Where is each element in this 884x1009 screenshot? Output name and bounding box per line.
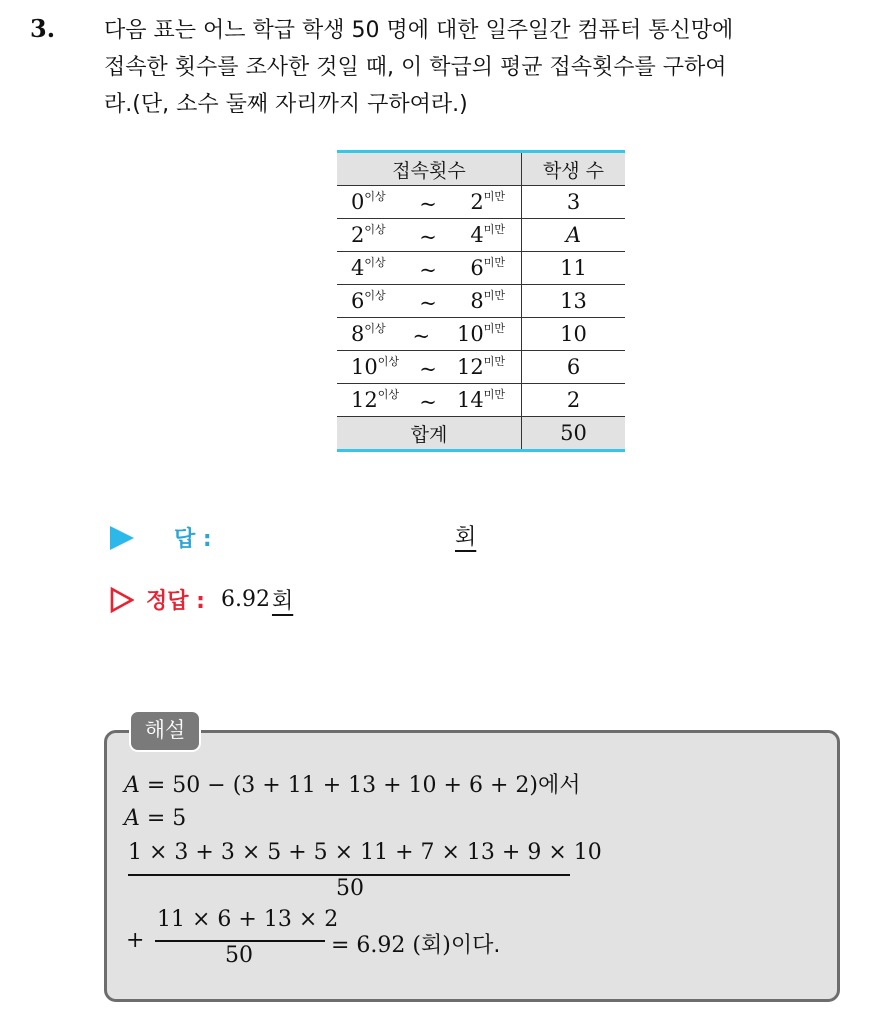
frequency-table	[337, 150, 625, 452]
total-value: 50	[522, 417, 626, 451]
range-from: $10^{이상}$	[351, 355, 399, 379]
range-from: $12^{이상}$	[351, 388, 399, 412]
range-to: $4^{미만}$	[470, 223, 505, 247]
table-row	[337, 219, 625, 252]
solution-unit: 회	[271, 589, 294, 614]
range-from: $8^{이상}$	[351, 322, 386, 346]
tilde: ~	[419, 390, 437, 414]
range-to: $14^{미만}$	[456, 388, 505, 412]
count-cell: 10	[522, 318, 626, 351]
tilde: ~	[419, 357, 437, 381]
table-row	[337, 384, 625, 417]
question-number: 3.	[30, 14, 56, 43]
fraction-2-bar	[155, 940, 325, 942]
range-from: $4^{이상}$	[351, 256, 386, 280]
range-cell	[337, 384, 522, 417]
range	[337, 386, 521, 414]
total-label: 합계	[337, 417, 522, 451]
count-cell: 6	[522, 351, 626, 384]
range	[337, 221, 521, 249]
count-cell: 13	[522, 285, 626, 318]
explanation-line-2: A = 5	[124, 806, 187, 831]
solution-label: 정답 :	[146, 589, 205, 614]
header-student-count: 학생 수	[522, 152, 626, 186]
range-to: $8^{미만}$	[470, 289, 505, 313]
tilde: ~	[412, 324, 431, 348]
table-row	[337, 186, 625, 219]
table-row	[337, 285, 625, 318]
solution-value: 6.92	[220, 587, 270, 612]
range-to: $2^{미만}$	[470, 190, 505, 214]
question-line: 라.(단, 소수 둘째 자리까지 구하여라.)	[104, 92, 468, 117]
question-line: 접속한 횟수를 조사한 것일 때, 이 학급의 평균 접속횟수를 구하여	[104, 55, 727, 80]
range-from: $2^{이상}$	[351, 223, 386, 247]
range-from: $0^{이상}$	[351, 190, 386, 214]
explanation-equation: A = 50 − (3 + 11 + 13 + 10 + 6 + 2)	[124, 773, 538, 798]
question-text	[104, 12, 864, 123]
range-cell	[337, 318, 522, 351]
count-cell: 2	[522, 384, 626, 417]
plus-sign: +	[126, 928, 145, 953]
table-total-row	[337, 417, 625, 451]
range-cell	[337, 285, 522, 318]
result-value: = 6.92 (회)	[331, 933, 451, 958]
tilde: ~	[419, 291, 437, 315]
tilde: ~	[419, 258, 437, 282]
header-access-count: 접속횟수	[337, 152, 522, 186]
range-to: $6^{미만}$	[470, 256, 505, 280]
explanation-suffix: 에서	[537, 773, 581, 798]
answer-unit: 회	[455, 525, 477, 550]
range-from: $6^{이상}$	[351, 289, 386, 313]
outline-triangle-icon	[110, 587, 134, 613]
solution-row	[110, 584, 293, 615]
count-cell: A	[522, 219, 626, 252]
table-row	[337, 351, 625, 384]
range-cell	[337, 252, 522, 285]
range	[337, 287, 521, 315]
table-row	[337, 252, 625, 285]
range-to: $12^{미만}$	[456, 355, 505, 379]
explanation-line-1	[124, 768, 580, 799]
count-cell: 11	[522, 252, 626, 285]
range-cell	[337, 351, 522, 384]
answer-label: 답 :	[174, 527, 212, 552]
range	[337, 320, 521, 348]
table-row	[337, 318, 625, 351]
play-triangle-icon	[110, 526, 134, 550]
range-cell	[337, 219, 522, 252]
question-line: 다음 표는 어느 학급 학생 50 명에 대한 일주일간 컴퓨터 통신망에	[104, 18, 734, 43]
fraction-1-denominator: 50	[336, 876, 364, 901]
explanation-result	[331, 928, 500, 959]
explanation-tag: 해설	[129, 710, 201, 752]
range-to: $10^{미만}$	[457, 322, 505, 346]
tilde: ~	[419, 225, 437, 249]
range	[337, 353, 521, 381]
range-cell	[337, 186, 522, 219]
result-suffix: 이다.	[450, 933, 501, 958]
tilde: ~	[419, 192, 437, 216]
fraction-2-denominator: 50	[225, 943, 253, 968]
count-cell: 3	[522, 186, 626, 219]
table-header-row	[337, 152, 625, 186]
range	[337, 188, 521, 216]
fraction-2-numerator: 11 × 6 + 13 × 2	[157, 907, 339, 932]
range	[337, 254, 521, 282]
fraction-1-numerator: 1 × 3 + 3 × 5 + 5 × 11 + 7 × 13 + 9 × 10	[128, 840, 602, 865]
answer-row	[110, 520, 212, 556]
